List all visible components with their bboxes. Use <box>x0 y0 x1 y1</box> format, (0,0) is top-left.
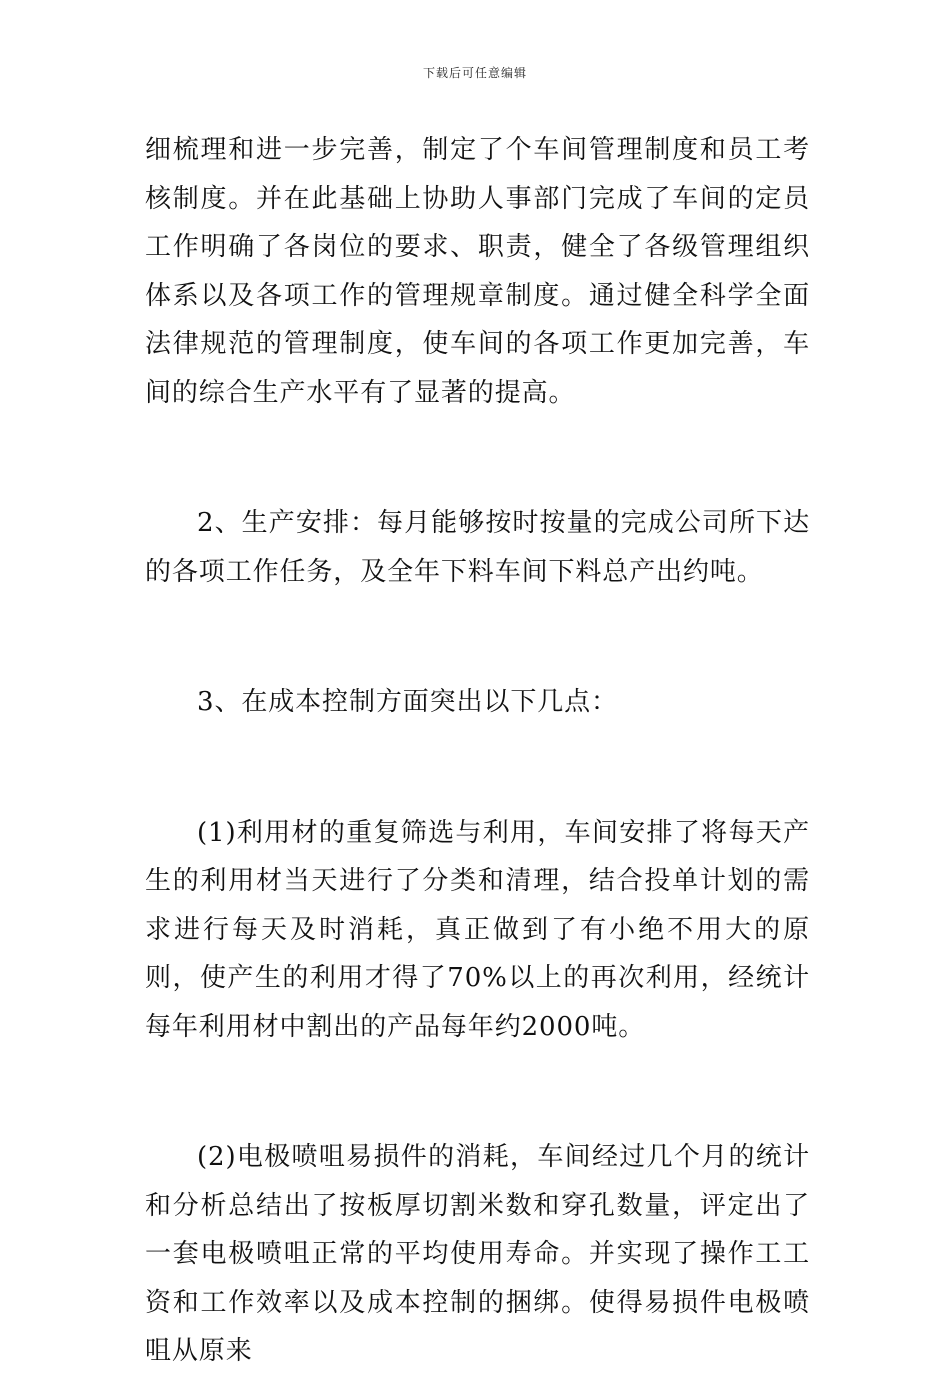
paragraph-spacer <box>145 1051 810 1133</box>
document-body <box>145 126 810 1376</box>
paragraph-spacer <box>145 596 810 678</box>
paragraph-production-arrangement: 2、生产安排：每月能够按时按量的完成公司所下达的各项工作任务，及全年下料车间下料总产出约吨。 <box>145 508 810 587</box>
paragraph-reusable-material: (1)利用材的重复筛选与利用，车间安排了将每天产生的利用材当天进行了分类和清理，结合投单计划的需求进行每天及时消耗，真正做到了有小绝不用大的原则，使产生的利用才得了70%以上的再次利用，经统计每年利用材中割出的产品每年约2000吨。 <box>145 817 810 1042</box>
paragraph-cost-control-heading: 3、在成本控制方面突出以下几点： <box>197 687 618 717</box>
paragraph-spacer <box>145 417 810 499</box>
paragraph-management-system: 细梳理和进一步完善，制定了个车间管理制度和员工考核制度。并在此基础上协助人事部门完成了车间的定员工作明确了各岗位的要求、职责，健全了各级管理组织体系以及各项工作的管理规章制度。通过健全科学全面法律规范的管理制度，使车间的各项工作更加完善，车间的综合生产水平有了显著的提高。 <box>145 135 810 408</box>
paragraph-spacer <box>145 727 810 809</box>
paragraph-electrode-nozzle: (2)电极喷咀易损件的消耗，车间经过几个月的统计和分析总结出了按板厚切割米数和穿孔数量，评定出了一套电极喷咀正常的平均使用寿命。并实现了操作工工资和工作效率以及成本控制的捆绑。使得易损件电极喷咀从原来 <box>145 1142 810 1366</box>
page-header-note: 下载后可任意编辑 <box>422 66 527 80</box>
